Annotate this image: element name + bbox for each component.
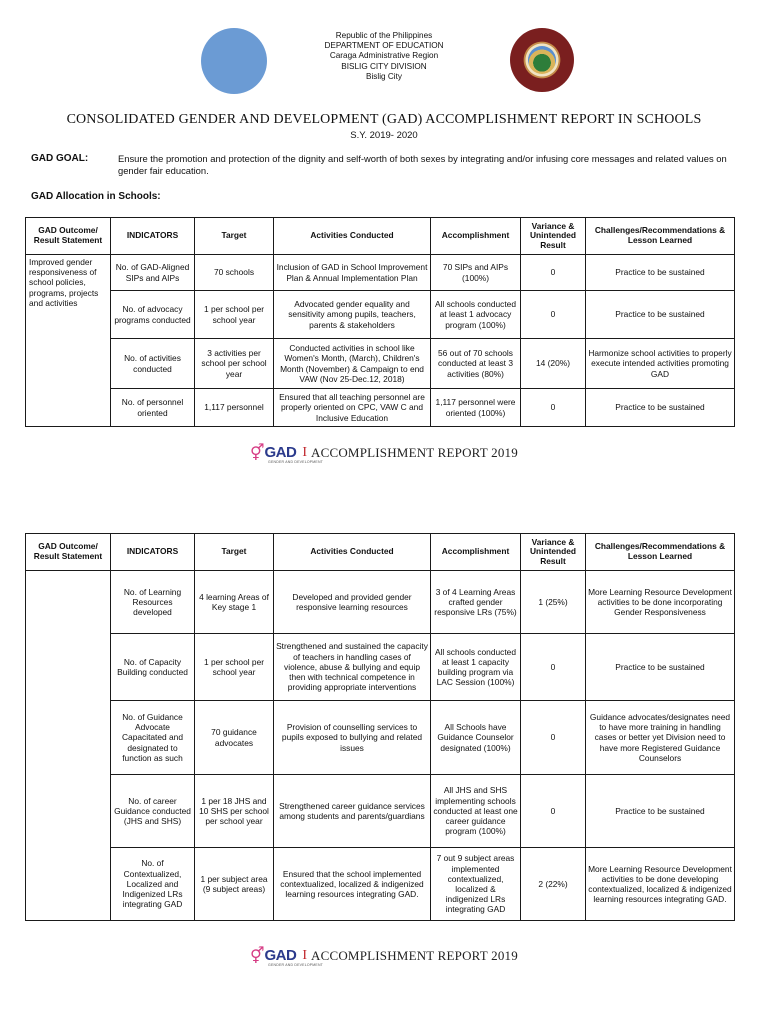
accomplishment-cell: 7 out 9 subject areas implemented contextualized, localized & indigenized LRs integrating GAD xyxy=(431,848,521,921)
variance-cell: 0 xyxy=(521,775,586,848)
accomplishment-cell: 70 SIPs and AIPs (100%) xyxy=(431,255,521,291)
challenge-cell: Practice to be sustained xyxy=(586,634,735,701)
variance-cell: 0 xyxy=(521,255,586,291)
indicator-cell: No. of GAD-Aligned SIPs and AIPs xyxy=(111,255,195,291)
gad-logo-word: GAD xyxy=(264,947,297,964)
page-footer xyxy=(0,443,768,464)
activity-cell: Developed and provided gender responsive learning resources xyxy=(274,571,431,634)
activity-cell: Strengthened career guidance services among students and parents/guardians xyxy=(274,775,431,848)
indicator-cell: No. of Learning Resources developed xyxy=(111,571,195,634)
activity-cell: Strengthened and sustained the capacity of teachers in handling cases of violence, abuse & bullying and equip then with technical competence in providing appropriate interventions xyxy=(274,634,431,701)
col-header-challenges: Challenges/Recommendations & Lesson Learned xyxy=(586,218,735,255)
col-header-accomplishment: Accomplishment xyxy=(431,218,521,255)
challenge-cell: More Learning Resource Development activities to be done incorporating Gender Responsiveness xyxy=(586,571,735,634)
footer-i-letter: I xyxy=(302,948,308,963)
challenge-cell: Harmonize school activities to properly execute intended activities promoting GAD xyxy=(586,339,735,389)
target-cell: 4 learning Areas of Key stage 1 xyxy=(195,571,274,634)
variance-cell: 0 xyxy=(521,701,586,775)
header-line-department: DEPARTMENT OF EDUCATION xyxy=(324,41,444,51)
table-row xyxy=(26,775,735,848)
col-header-target: Target xyxy=(195,534,274,571)
table-row xyxy=(26,339,735,389)
activity-cell: Ensured that the school implemented contextualized, localized & indigenized learning resources integrating GAD. xyxy=(274,848,431,921)
table-row xyxy=(26,291,735,339)
gad-table-2 xyxy=(25,533,735,921)
challenge-cell: Guidance advocates/designates need to have more training in handling cases or better yet Division need to have more Registered Guidance Counselors xyxy=(586,701,735,775)
outcome-cell: Improved gender responsiveness of school policies, programs, projects and activities xyxy=(26,255,111,427)
col-header-challenges: Challenges/Recommendations & Lesson Learned xyxy=(586,534,735,571)
accomplishment-cell: 3 of 4 Learning Areas crafted gender responsive LRs (75%) xyxy=(431,571,521,634)
indicator-cell: No. of activities conducted xyxy=(111,339,195,389)
gad-logo-subtitle: GENDER AND DEVELOPMENT xyxy=(268,963,324,967)
col-header-indicators: INDICATORS xyxy=(111,218,195,255)
challenge-cell: Practice to be sustained xyxy=(586,775,735,848)
indicator-cell: No. of Contextualized, Localized and Indigenized LRs integrating GAD xyxy=(111,848,195,921)
table-row xyxy=(26,634,735,701)
target-cell: 1,117 personnel xyxy=(195,389,274,427)
footer-i-letter: I xyxy=(302,445,308,460)
footer-text: ACCOMPLISHMENT REPORT 2019 xyxy=(311,445,518,460)
header-line-city: Bislig City xyxy=(366,71,402,81)
target-cell: 1 per subject area (9 subject areas) xyxy=(195,848,274,921)
col-header-variance: Variance & Unintended Result xyxy=(521,534,586,571)
table-header-row xyxy=(26,218,735,255)
accomplishment-cell: All schools conducted at least 1 advocacy program (100%) xyxy=(431,291,521,339)
indicator-cell: No. of Capacity Building conducted xyxy=(111,634,195,701)
challenge-cell: Practice to be sustained xyxy=(586,291,735,339)
page-footer xyxy=(0,946,768,967)
gad-logo xyxy=(250,946,324,967)
target-cell: 70 schools xyxy=(195,255,274,291)
challenge-cell: More Learning Resource Development activities to be done developing contextualized, localized & indigenized learning resources integrating GAD. xyxy=(586,848,735,921)
goal-text: Ensure the promotion and protection of the dignity and self-worth of both sexes by integrating and/or infusing core messages and related values on gender fair education. xyxy=(118,153,727,176)
col-header-target: Target xyxy=(195,218,274,255)
target-cell: 3 activities per school per school year xyxy=(195,339,274,389)
school-year: S.Y. 2019- 2020 xyxy=(350,130,418,141)
gender-symbol-icon: ⚥ xyxy=(250,443,265,462)
activity-cell: Ensured that all teaching personnel are properly oriented on CPC, VAW C and Inclusive Education xyxy=(274,389,431,427)
deped-seal-logo xyxy=(510,28,574,92)
variance-cell: 0 xyxy=(521,634,586,701)
gad-table-1 xyxy=(25,217,735,427)
table-header-row xyxy=(26,534,735,571)
activity-cell: Provision of counselling services to pupils exposed to bullying and related issues xyxy=(274,701,431,775)
header-line-division: BISLIG CITY DIVISION xyxy=(341,61,427,71)
header-line-region: Caraga Administrative Region xyxy=(329,51,439,61)
activity-cell: Conducted activities in school like Women's Month, (March), Children's Month (November) & Campaign to end VAW (Nov 25-Dec.12, 2018) xyxy=(274,339,431,389)
allocation-label: GAD Allocation in Schools: xyxy=(31,191,161,202)
indicator-cell: No. of Guidance Advocate Capacitated and designated to function as such xyxy=(111,701,195,775)
col-header-indicators: INDICATORS xyxy=(111,534,195,571)
table-row xyxy=(26,701,735,775)
footer-text: ACCOMPLISHMENT REPORT 2019 xyxy=(311,948,518,963)
indicator-cell: No. of personnel oriented xyxy=(111,389,195,427)
header-line-republic: Republic of the Philippines xyxy=(335,31,433,40)
table-row xyxy=(26,571,735,634)
target-cell: 1 per school per school year xyxy=(195,634,274,701)
gender-symbol-icon: ⚥ xyxy=(250,946,265,965)
target-cell: 1 per 18 JHS and 10 SHS per school per school year xyxy=(195,775,274,848)
variance-cell: 1 (25%) xyxy=(521,571,586,634)
activity-cell: Advocated gender equality and sensitivity among pupils, teachers, parents & stakeholders xyxy=(274,291,431,339)
variance-cell: 0 xyxy=(521,291,586,339)
challenge-cell: Practice to be sustained xyxy=(586,255,735,291)
gad-logo-word: GAD xyxy=(264,444,297,461)
variance-cell: 0 xyxy=(521,389,586,427)
indicator-cell: No. of career Guidance conducted (JHS and SHS) xyxy=(111,775,195,848)
accomplishment-cell: All schools conducted at least 1 capacity building program via LAC Session (100%) xyxy=(431,634,521,701)
variance-cell: 14 (20%) xyxy=(521,339,586,389)
variance-cell: 2 (22%) xyxy=(521,848,586,921)
table-row xyxy=(26,389,735,427)
challenge-cell: Practice to be sustained xyxy=(586,389,735,427)
goal-label: GAD GOAL: xyxy=(31,153,89,164)
gad-logo xyxy=(250,443,324,464)
accomplishment-cell: All Schools have Guidance Counselor designated (100%) xyxy=(431,701,521,775)
letterhead xyxy=(250,31,518,82)
accomplishment-cell: 1,117 personnel were oriented (100%) xyxy=(431,389,521,427)
activity-cell: Inclusion of GAD in School Improvement Plan & Annual Implementation Plan xyxy=(274,255,431,291)
accomplishment-cell: All JHS and SHS implementing schools conducted at least one career guidance program (100%) xyxy=(431,775,521,848)
document-title: CONSOLIDATED GENDER AND DEVELOPMENT (GAD) ACCOMPLISHMENT REPORT IN SCHOOLS xyxy=(66,112,702,127)
col-header-variance: Variance & Unintended Result xyxy=(521,218,586,255)
indicator-cell: No. of advocacy programs conducted xyxy=(111,291,195,339)
gad-logo-subtitle: GENDER AND DEVELOPMENT xyxy=(268,460,324,464)
seal-emblem xyxy=(528,46,556,74)
table-row xyxy=(26,255,735,291)
col-header-activities: Activities Conducted xyxy=(274,218,431,255)
col-header-outcome: GAD Outcome/ Result Statement xyxy=(26,534,111,571)
table-row xyxy=(26,848,735,921)
target-cell: 70 guidance advocates xyxy=(195,701,274,775)
target-cell: 1 per school per school year xyxy=(195,291,274,339)
col-header-activities: Activities Conducted xyxy=(274,534,431,571)
outcome-cell xyxy=(26,571,111,921)
col-header-accomplishment: Accomplishment xyxy=(431,534,521,571)
col-header-outcome: GAD Outcome/ Result Statement xyxy=(26,218,111,255)
accomplishment-cell: 56 out of 70 schools conducted at least 3 activities (80%) xyxy=(431,339,521,389)
